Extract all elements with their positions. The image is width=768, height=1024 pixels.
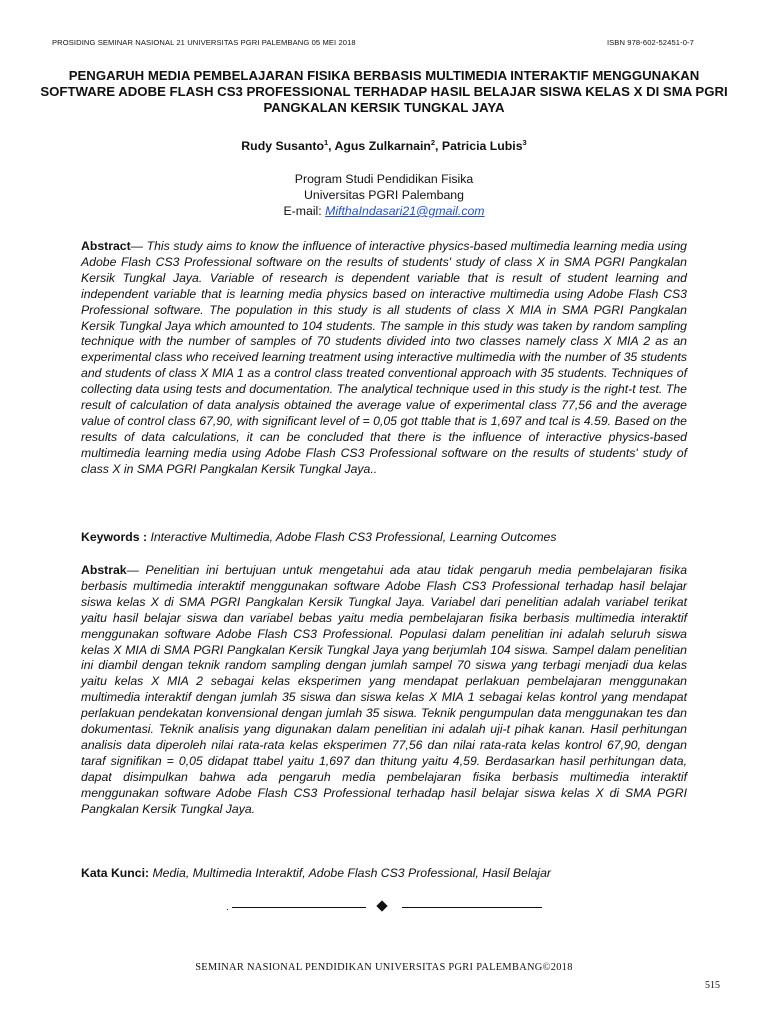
author-sup: 1 [323,138,329,147]
abstrak-text: Penelitian ini bertujuan untuk mengetahui ada atau tidak pengaruh media pembelajaran fisika berbasis multimedia interaktif menggunakan software Adobe Flash CS3 Professional terhadap hasil belajar siswa kelas X di SMA PGRI Pangkalan Kersik Tungkal Jaya. Variabel dari penelitian adalah variabel terikat yaitu hasil belajar siswa dan variabel bebas yaitu media pembelajaran fisika berbasis multimedia interaktif menggunakan software Adobe Flash CS3 Professional. Populasi dalam penelitian ini adalah seluruh siswa kelas X MIA di SMA PGRI Pangkalan Kersik Tungkal Jaya yang berjumlah 104 siswa. Sampel dalam penelitian ini diambil dengan teknik random sampling dengan jumlah sampel 70 siswa yang terbagi menjadi dua kelas yaitu kelas X MIA 2 sebagai kelas eksperimen yang mendapat perlakuan pembelajaran menggunakan multimedia interaktif dengan jumlah 35 siswa dan siswa kelas X MIA 1 sebagai kelas kontrol yang mendapat perlakuan pendekatan konvensional dengan jumlah 35 siswa. Teknik pengumpulan data menggunakan tes dan dokumentasi. Teknik analisis yang digunakan dalam penelitian ini adalah uji-t pihak kanan. Hasil perhitungan analisis data diperoleh nilai rata-rata kelas eksperimen 77,56 dan nilai rata-rata kelas kontrol 67,90, dengan taraf signifikan = 0,05 didapat ttabel yaitu 1,697 dan thitung yaitu 4,59. Berdasarkan hasil perhitungan data, dapat disimpulkan bahwa ada pengaruh media pembelajaran fisika berbasis multimedia interaktif menggunakan software Adobe Flash CS3 Professional terhadap hasil belajar siswa kelas X di SMA PGRI Pangkalan Kersik Tungkal Jaya. [81,563,688,816]
affiliation-program: Program Studi Pendidikan Fisika [294,172,474,186]
paper-title: PENGARUH MEDIA PEMBELAJARAN FISIKA BERBASIS MULTIMEDIA INTERAKTIF MENGGUNAKAN SOFTWARE ADOBE FLASH CS3 PROFESSIONAL TERHADAP HASIL BELAJAR SISWA KELAS X DI SMA PGRI PANGKALAN KERSIK TUNGKAL JAYA [40,68,728,115]
abstract-label: Abstract [81,239,131,253]
separator-line-right [402,907,542,908]
affiliation-university: Universitas PGRI Palembang [304,188,464,202]
keywords-english [81,530,687,546]
kata-kunci-label: Kata Kunci: [81,866,153,880]
keywords-indonesian [81,866,687,882]
page-number: 515 [705,980,720,991]
affiliation-email-line [0,203,768,219]
abstrak-dash: — [126,563,146,577]
separator-dot: . [226,902,229,913]
kata-kunci-text: Media, Multimedia Interaktif, Adobe Flash CS3 Professional, Hasil Belajar [152,866,552,880]
separator-line-left [232,907,366,908]
header-isbn: ISBN 978-602-52451-0-7 [606,38,694,47]
author-list: Rudy Susanto$^1$, Agus Zulkarnain$^2$, Patricia Lubis$^3$ [241,138,527,154]
keywords-label: Keywords : [81,530,151,544]
abstract-indonesian [81,563,687,818]
header-proceedings: PROSIDING SEMINAR NASIONAL 21 UNIVERSITAS PGRI PALEMBANG 05 MEI 2018 [52,38,356,47]
keywords-text: Interactive Multimedia, Adobe Flash CS3 Professional, Learning Outcomes [150,530,557,544]
author-sup: 3 [522,138,527,147]
author-name: Patricia Lubis [441,139,523,154]
author-name: Rudy Susanto [241,139,324,154]
author-sup: 2 [430,138,436,147]
diamond-icon [376,900,387,911]
author-name: Agus Zulkarnain [334,139,431,154]
running-footer: SEMINAR NASIONAL PENDIDIKAN UNIVERSITAS PGRI PALEMBANG©2018 [195,962,573,973]
affiliation [0,171,768,219]
email-label: E-mail: [283,204,326,218]
abstract-text: This study aims to know the influence of interactive physics-based multimedia learning media using Adobe Flash CS3 Professional software on the results of students' study of class X in SMA PGRI Pangkalan Kersik Tungkal Jaya. Variable of research is dependent variable that is result of student learning and independent variable that is learning media physics based on interactive multimedia using Adobe Flash CS3 Professional software. The population in this study is all students of class X MIA in SMA PGRI Pangkalan Kersik Tungkal Jaya which amounted to 104 students. The sample in this study was taken by random sampling technique with the number of samples of 70 students divided into two classes namely class X MIA 2 as an experimental class who received learning treatment using interactive multimedia with the number of 35 students and students of class X MIA 1 as a control class treated conventional approach with 35 students. Techniques of collecting data using tests and documentation. The analytical technique used in this study is the right-t test. The result of calculation of data analysis obtained the average value of experimental class 77,56 and the average value of control class 67,90, with significant level of = 0,05 got ttable that is 1,697 and tcal is 4.59. Based on the results of data calculations, it can be concluded that there is the influence of interactive physics-based multimedia learning media using Adobe Flash CS3 Professional software on the results of students' study of class X in SMA PGRI Pangkalan Kersik Tungkal Jaya.. [81,239,687,476]
section-separator [226,900,544,914]
email-link[interactable]: MifthaIndasari21@gmail.com [325,204,485,218]
abstract-english [81,239,687,478]
abstrak-label: Abstrak [81,563,127,577]
abstract-dash: — [130,239,147,253]
